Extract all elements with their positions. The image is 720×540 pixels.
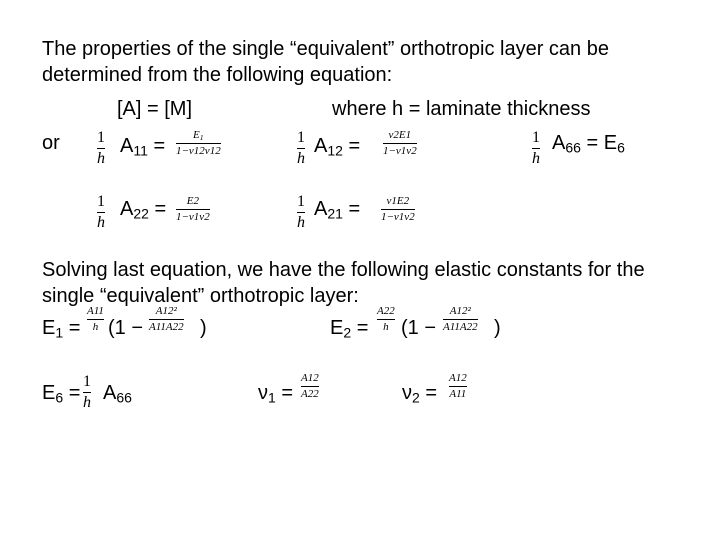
fraction-numerator: A11	[87, 305, 104, 317]
a66-term: $A_{66} = E_6$	[552, 132, 625, 156]
fraction-denominator: h	[92, 321, 99, 333]
fraction-numerator: 1	[83, 373, 91, 390]
one-over-h-fraction	[297, 194, 305, 231]
fraction-denominator: h	[97, 150, 105, 167]
fraction-denominator: 1−ν12ν12	[176, 145, 221, 157]
fraction-denominator: A22	[301, 388, 319, 400]
nu1-fraction	[301, 373, 319, 400]
e2-a22-over-h-fraction	[377, 306, 395, 333]
e1-paren-open: (1 −	[108, 317, 144, 339]
where-h-note: where h = laminate thickness	[332, 98, 591, 120]
e1-a11-over-h-fraction	[87, 306, 104, 333]
fraction-denominator: A11	[449, 388, 467, 400]
e2-a12sq-fraction	[443, 306, 478, 333]
e1-label: $E_1$ =	[42, 317, 81, 341]
intro-line-2: determined from the following equation:	[42, 64, 393, 86]
e2-paren-open: (1 −	[401, 317, 437, 339]
fraction-numerator: 1	[297, 129, 305, 146]
nu1-label: $\nu_1$ =	[258, 382, 294, 406]
fraction-denominator: A11A22	[443, 321, 478, 333]
or-label: or	[42, 132, 60, 154]
fraction-denominator: 1−ν1ν2	[383, 145, 417, 157]
e6-a66-term: $A_{66}$	[103, 382, 132, 406]
fraction-denominator: A11A22	[149, 321, 184, 333]
one-over-h-fraction	[97, 130, 105, 167]
one-over-h-fraction	[83, 374, 91, 411]
fraction-denominator: 1−ν1ν2	[381, 211, 415, 223]
a21-fraction	[381, 196, 415, 223]
equation-a-equals-m: [A] = [M]	[117, 98, 193, 120]
fraction-numerator: ν1E2	[386, 195, 410, 207]
a12-fraction	[383, 130, 417, 157]
fraction-numerator: E2	[186, 195, 199, 207]
nu2-label: $\nu_2$ =	[402, 382, 438, 406]
one-over-h-fraction	[297, 130, 305, 167]
fraction-numerator: ν2E1	[388, 129, 412, 141]
fraction-numerator: A22	[377, 305, 395, 317]
e2-label: $E_2$ =	[330, 317, 369, 341]
a21-term: $A_{21}$ =	[314, 198, 361, 222]
solving-line-2: single “equivalent” orthotropic layer:	[42, 285, 359, 307]
fraction-numerator: A12	[449, 372, 467, 384]
a11-fraction	[176, 130, 221, 157]
a22-fraction	[176, 196, 210, 223]
fraction-numerator: $E_1$	[193, 129, 204, 142]
fraction-denominator: h	[83, 394, 91, 411]
one-over-h-fraction	[532, 130, 540, 167]
nu2-fraction	[449, 373, 467, 400]
fraction-numerator: A12²	[449, 305, 471, 317]
one-over-h-fraction	[97, 194, 105, 231]
a12-term: $A_{12}$ =	[314, 135, 361, 159]
fraction-denominator: h	[297, 214, 305, 231]
fraction-numerator: A12²	[155, 305, 177, 317]
e1-paren-close: )	[200, 317, 207, 339]
solving-line-1: Solving last equation, we have the following elastic constants for the	[42, 259, 645, 281]
fraction-numerator: 1	[297, 193, 305, 210]
fraction-denominator: h	[532, 150, 540, 167]
fraction-numerator: 1	[97, 129, 105, 146]
fraction-numerator: 1	[532, 129, 540, 146]
intro-line-1: The properties of the single “equivalent” orthotropic layer can be	[42, 38, 609, 60]
fraction-numerator: A12	[301, 372, 319, 384]
e1-a12sq-fraction	[149, 306, 184, 333]
e2-paren-close: )	[494, 317, 501, 339]
fraction-denominator: 1−ν1ν2	[176, 211, 210, 223]
e6-label: $E_6$ =	[42, 382, 81, 406]
fraction-denominator: h	[97, 214, 105, 231]
fraction-denominator: h	[297, 150, 305, 167]
fraction-numerator: 1	[97, 193, 105, 210]
a11-term: $A_{11}$ =	[120, 135, 166, 159]
fraction-denominator: h	[383, 321, 389, 333]
a22-term: $A_{22}$ =	[120, 198, 167, 222]
